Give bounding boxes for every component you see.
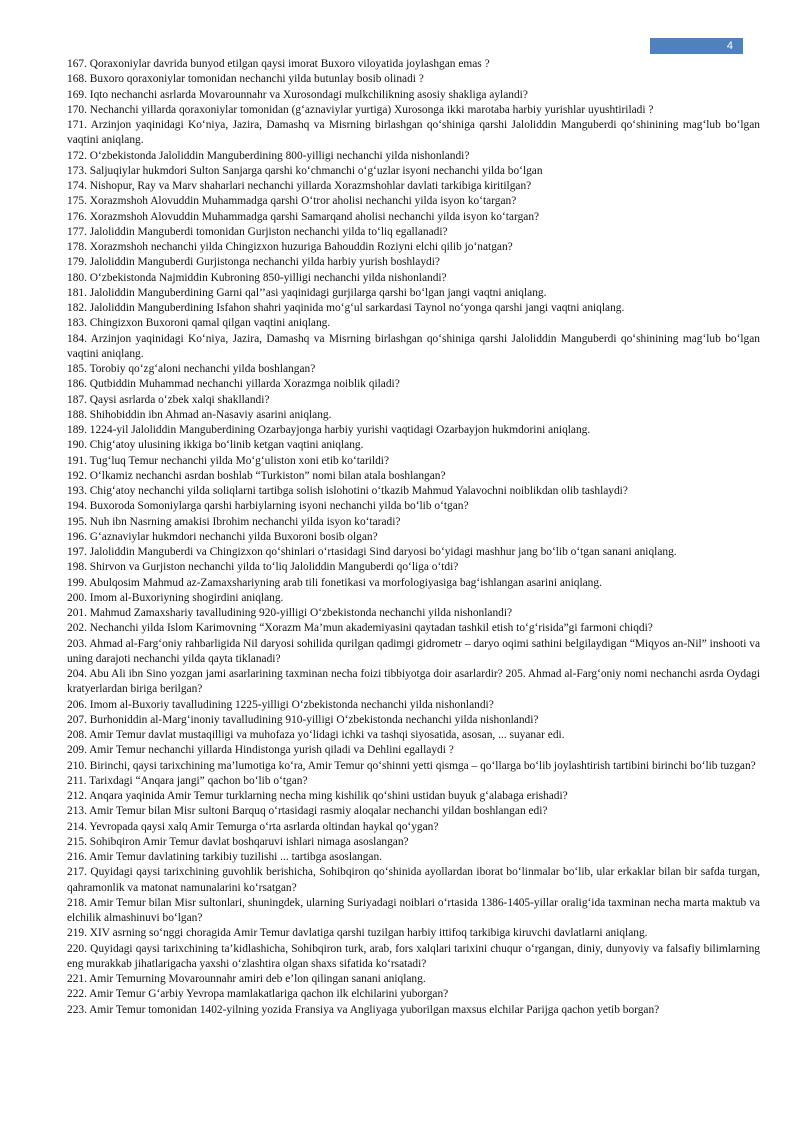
question-item: 186. Qutbiddin Muhammad nechanchi yillarda Xorazmga noiblik qiladi? bbox=[67, 378, 400, 391]
question-item: 190. Chig‘atoy ulusining ikkiga bo‘linib ketgan vaqtini aniqlang. bbox=[67, 439, 364, 452]
question-list bbox=[67, 57, 760, 1018]
question-item: 174. Nishopur, Ray va Marv shaharlari nechanchi yillarda Xorazmshohlar davlati tarkibiga kiritilgan? bbox=[67, 180, 532, 192]
question-item: 179. Jaloliddin Manguberdi Gurjistonga nechanchi yilda harbiy yurish boshlaydi? bbox=[67, 256, 440, 269]
question-item: 176. Xorazmshoh Alovuddin Muhammadga qarshi Samarqand aholisi nechanchi yilda isyon ko‘targan? bbox=[67, 210, 540, 223]
question-item: 199. Abulqosim Mahmud az-Zamaxshariyning arab tili fonetikasi va morfologiyasiga bag‘ishlangan asarini aniqlang. bbox=[67, 576, 602, 589]
question-item: 173. Saljuqiylar hukmdori Sulton Sanjarga qarshi ko‘chmanchi o‘g‘uzlar isyoni nechanchi yilda bo‘lgan bbox=[67, 164, 543, 177]
question-item: 223. Amir Temur tomonidan 1402-yilning yozida Fransiya va Angliyaga yuborilgan maxsus elchilar Parijga qachon yetib borgan? bbox=[67, 1003, 660, 1016]
question-item: 198. Shirvon va Gurjiston nechanchi yilda to‘liq Jaloliddin Manguberdi qo‘liga o‘tdi? bbox=[67, 561, 459, 574]
question-item: 201. Mahmud Zamaxshariy tavalludining 920-yilligi O‘zbekistonda nechanchi yilda nishonlandi? bbox=[67, 607, 513, 619]
question-item: 184. Arzinjon yaqinidagi Ko‘niya, Jazira, Damashq va Misrning birlashgan qo‘shiniga qarshi Jaloliddin Manguberdi qo‘shinining mag‘lub bo‘lgan vaqtini aniqlang. bbox=[67, 332, 760, 360]
question-item: 215. Sohibqiron Amir Temur davlat boshqaruvi ishlari nimaga asoslangan? bbox=[67, 835, 409, 848]
question-item: 189. 1224-yil Jaloliddin Manguberdining Ozarbayjonga harbiy yurishi vaqtidagi Ozarbayjon hukmdorini aniqlang. bbox=[67, 424, 591, 436]
question-item: 222. Amir Temur G‘arbiy Yevropa mamlakatlariga qachon ilk elchilarini yuborgan? bbox=[67, 988, 449, 1001]
question-item: 207. Burhoniddin al-Marg‘inoniy tavalludining 910-yilligi O‘zbekistonda nechanchi yilda nishonlandi? bbox=[67, 713, 539, 726]
question-item: 208. Amir Temur davlat mustaqilligi va muhofaza yo‘lidagi ichki va tashqi siyosatida, asosan, ... suyanar edi. bbox=[67, 729, 565, 741]
question-item: 203. Ahmad al-Farg‘oniy rahbarligida Nil daryosi sohilida qurilgan qadimgi gidrometr – daryo oqimi sathini belgilaydigan “Miqyos an-Nil” inshooti va uning darajoti nechanchi yilda qayta tiklanadi? bbox=[67, 637, 760, 665]
question-item: 185. Torobiy qo‘zg‘aloni nechanchi yilda boshlangan? bbox=[67, 363, 316, 375]
question-item: 195. Nuh ibn Nasrning amakisi Ibrohim nechanchi yilda isyon ko‘taradi? bbox=[67, 515, 401, 528]
question-item: 187. Qaysi asrlarda o‘zbek xalqi shakllandi? bbox=[67, 393, 270, 406]
question-item: 218. Amir Temur bilan Misr sultonlari, shuningdek, ularning Suriyadagi noiblari o‘rtasida 1386-1405-yillar oralig‘ida taxminan necha marta maktub va elchilik almashinuvi bo‘lgan? bbox=[67, 896, 760, 924]
page-number: 4 bbox=[726, 40, 733, 52]
page-number-badge bbox=[650, 38, 743, 54]
question-item: 180. O‘zbekistonda Najmiddin Kubroning 850-yilligi nechanchi yilda nishonlandi? bbox=[67, 271, 447, 284]
question-item: 175. Xorazmshoh Alovuddin Muhammadga qarshi O‘tror aholisi nechanchi yilda isyon ko‘targan? bbox=[67, 195, 517, 208]
question-item: 183. Chingizxon Buxoroni qamal qilgan vaqtini aniqlang. bbox=[67, 317, 331, 330]
question-item: 200. Imom al-Buxoriyning shogirdini aniqlang. bbox=[67, 591, 284, 604]
question-item: 216. Amir Temur davlatining tarkibiy tuzilishi ... tartibga asoslangan. bbox=[67, 851, 383, 863]
question-item: 171. Arzinjon yaqinidagi Ko‘niya, Jazira, Damashq va Misrning birlashgan qo‘shiniga qarshi Jaloliddin Manguberdi qo‘shinining mag‘lub bo‘lgan vaqtini aniqlang. bbox=[67, 119, 760, 147]
question-item: 178. Xorazmshoh nechanchi yilda Chingizxon huzuriga Bahouddin Roziyni elchi qilib jo‘natgan? bbox=[67, 241, 513, 253]
question-item: 214. Yevropada qaysi xalq Amir Temurga o‘rta asrlarda oltindan haykal qo‘ygan? bbox=[67, 820, 439, 833]
question-item: 167. Qoraxoniylar davrida bunyod etilgan qaysi imorat Buxoro viloyatida joylashgan emas ? bbox=[67, 58, 490, 70]
question-item: 168. Buxoro qoraxoniylar tomonidan nechanchi yilda butunlay bosib olinadi ? bbox=[67, 73, 424, 86]
question-item: 210. Birinchi, qaysi tarixchining ma’lumotiga ko‘ra, Amir Temur qo‘shinni yetti qismga – qo‘llarga bo‘lib joylashtirish tartibini birinchi bo‘lib tuzgan? bbox=[67, 759, 756, 772]
question-item: 170. Nechanchi yillarda qoraxoniylar tomonidan (g‘aznaviylar yurtiga) Xurosonga ikki marotaba harbiy yurishlar uyushtiriladi ? bbox=[67, 103, 654, 116]
question-item: 193. Chig‘atoy nechanchi yilda soliqlarni tartibga solish islohotini o‘tkazib Mahmud Yalavochni noiblikdan olib tashlaydi? bbox=[67, 485, 628, 497]
question-item: 192. O‘lkamiz nechanchi asrdan boshlab “Turkiston” nomi bilan atala boshlangan? bbox=[67, 469, 446, 482]
question-item: 206. Imom al-Buxoriy tavalludining 1225-yilligi O‘zbekistonda nechanchi yilda nishonlandi? bbox=[67, 698, 494, 711]
question-item: 221. Amir Temurning Movarounnahr amiri deb e’lon qilingan sanani aniqlang. bbox=[67, 973, 426, 985]
question-item: 220. Quyidagi qaysi tarixchining ta’kidlashicha, Sohibqiron turk, arab, fors xalqlari tarixini chuqur o‘rgangan, diniy, dunyoviy va falsafiy bilimlarning eng murakkab jihatlarigacha yaxshi o‘zlashtira olgan shaxs sifatida ko‘rsatadi? bbox=[67, 942, 760, 970]
question-item: 194. Buxoroda Somoniylarga qarshi harbiylarning isyoni nechanchi yilda bo‘lib o‘tgan? bbox=[67, 500, 469, 513]
question-item: 204. Abu Ali ibn Sino yozgan jami asarlarining taxminan necha foizi tibbiyotga doir asarlardir? 205. Ahmad al-Farg‘oniy nomi nechanchi asrda Oydagi kratyerlardan biriga berilgan? bbox=[67, 668, 760, 696]
question-item: 197. Jaloliddin Manguberdi va Chingizxon qo‘shinlari o‘rtasidagi Sind daryosi bo‘yidagi mashhur jang bo‘lib o‘tgan sanani aniqlang. bbox=[67, 546, 677, 558]
question-item: 169. Iqto nechanchi asrlarda Movarounnahr va Xurosondagi mulkchilikning asosiy shakliga aylandi? bbox=[67, 88, 528, 101]
question-item: 209. Amir Temur nechanchi yillarda Hindistonga yurish qiladi va Dehlini egallaydi ? bbox=[67, 744, 454, 757]
question-item: 219. XIV asrning so‘nggi choragida Amir Temur davlatiga qarshi tuzilgan harbiy ittifoq tarkibiga kiruvchi davlatlarni aniqlang. bbox=[67, 927, 648, 940]
question-item: 182. Jaloliddin Manguberdining Isfahon shahri yaqinida mo‘g‘ul sarkardasi Taynol no‘yonga qarshi jangi vaqtni aniqlang. bbox=[67, 302, 625, 314]
question-item: 191. Tug‘luq Temur nechanchi yilda Mo‘g‘uliston xoni etib ko‘tarildi? bbox=[67, 454, 390, 467]
question-item: 196. G‘aznaviylar hukmdori nechanchi yilda Buxoroni bosib olgan? bbox=[67, 530, 378, 543]
question-item: 217. Quyidagi qaysi tarixchining guvohlik berishicha, Sohibqiron qo‘shinida ayollardan iborat bo‘linmalar bo‘lib, ular erkaklar bilan bir safda turgan, qahramonlik va matonat namunalarini ko‘rsatgan? bbox=[67, 866, 760, 894]
question-item: 188. Shihobiddin ibn Ahmad an-Nasaviy asarini aniqlang. bbox=[67, 408, 332, 421]
question-item: 212. Anqara yaqinida Amir Temur turklarning necha ming kishilik qo‘shini ustidan buyuk g‘alabaga erishadi? bbox=[67, 790, 568, 802]
question-item: 172. O‘zbekistonda Jaloliddin Manguberdining 800-yilligi nechanchi yilda nishonlandi? bbox=[67, 149, 470, 162]
question-item: 181. Jaloliddin Manguberdining Garni qal’’asi yaqinidagi gurjilarga qarshi bo‘lgan jangi vaqtni aniqlang. bbox=[67, 286, 547, 299]
question-item: 213. Amir Temur bilan Misr sultoni Barquq o‘rtasidagi rasmiy aloqalar nechanchi yildan boshlangan edi? bbox=[67, 805, 548, 818]
question-item: 211. Tarixdagi “Anqara jangi” qachon bo‘lib o‘tgan? bbox=[67, 774, 308, 787]
question-item: 177. Jaloliddin Manguberdi tomonidan Gurjiston nechanchi yilda to‘liq egallanadi? bbox=[67, 225, 448, 238]
question-item: 202. Nechanchi yilda Islom Karimovning “Xorazm Ma’mun akademiyasini qaytadan tashkil etish to‘g‘risida”gi farmoni chiqdi? bbox=[67, 622, 653, 635]
